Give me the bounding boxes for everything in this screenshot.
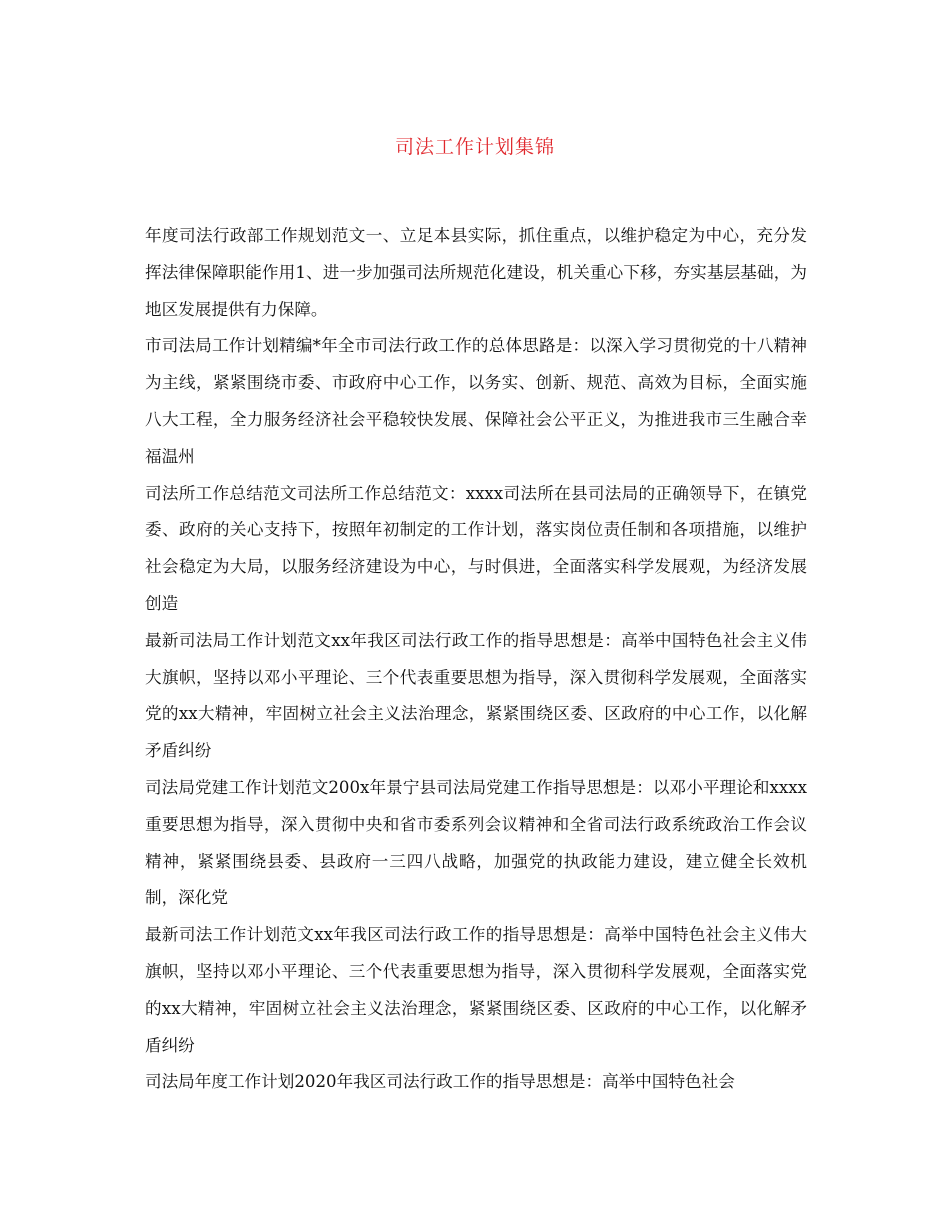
paragraph-2: 市司法局工作计划精编*年全市司法行政工作的总体思路是：以深入学习贯彻党的十八精神为主线，紧紧围绕市委、市政府中心工作，以务实、创新、规范、高效为目标，全面实施八大工程，全力服务经济社会平稳较快发展、保障社会公平正义，为推进我市三生融合幸福温州 bbox=[145, 336, 807, 466]
document-title: 司法工作计划集锦 bbox=[394, 136, 555, 158]
paragraph-7: 司法局年度工作计划2020年我区司法行政工作的指导思想是：高举中国特色社会 bbox=[145, 1072, 735, 1092]
paragraph-6: 最新司法工作计划范文xx年我区司法行政工作的指导思想是：高举中国特色社会主义伟大旗帜，坚持以邓小平理论、三个代表重要思想为指导，深入贯彻科学发展观，全面落实党的xx大精神，牢固树立社会主义法治理念，紧紧围绕区委、区政府的中心工作，以化解矛盾纠纷 bbox=[145, 925, 807, 1055]
paragraph-5: 司法局党建工作计划范文200x年景宁县司法局党建工作指导思想是：以邓小平理论和xxxx重要思想为指导，深入贯彻中央和省市委系列会议精神和全省司法行政系统政治工作会议精神，紧紧围绕县委、县政府一三四八战略，加强党的执政能力建设，建立健全长效机制，深化党 bbox=[145, 777, 807, 908]
paragraph-3: 司法所工作总结范文司法所工作总结范文：xxxx司法所在县司法局的正确领导下，在镇党委、政府的关心支持下，按照年初制定的工作计划，落实岗位责任制和各项措施，以维护社会稳定为大局，以服务经济建设为中心，与时俱进，全面落实科学发展观，为经济发展创造 bbox=[145, 483, 807, 613]
paragraph-1: 年度司法行政部工作规划范文一、立足本县实际，抓住重点，以维护稳定为中心，充分发挥法律保障职能作用1、进一步加强司法所规范化建设，机关重心下移，夯实基层基础，为地区发展提供有力保障。 bbox=[145, 226, 807, 319]
paragraph-4: 最新司法局工作计划范文xx年我区司法行政工作的指导思想是：高举中国特色社会主义伟大旗帜，坚持以邓小平理论、三个代表重要思想为指导，深入贯彻科学发展观，全面落实党的xx大精神，牢固树立社会主义法治理念，紧紧围绕区委、区政府的中心工作，以化解矛盾纠纷 bbox=[145, 630, 807, 761]
document-body bbox=[145, 218, 807, 1101]
